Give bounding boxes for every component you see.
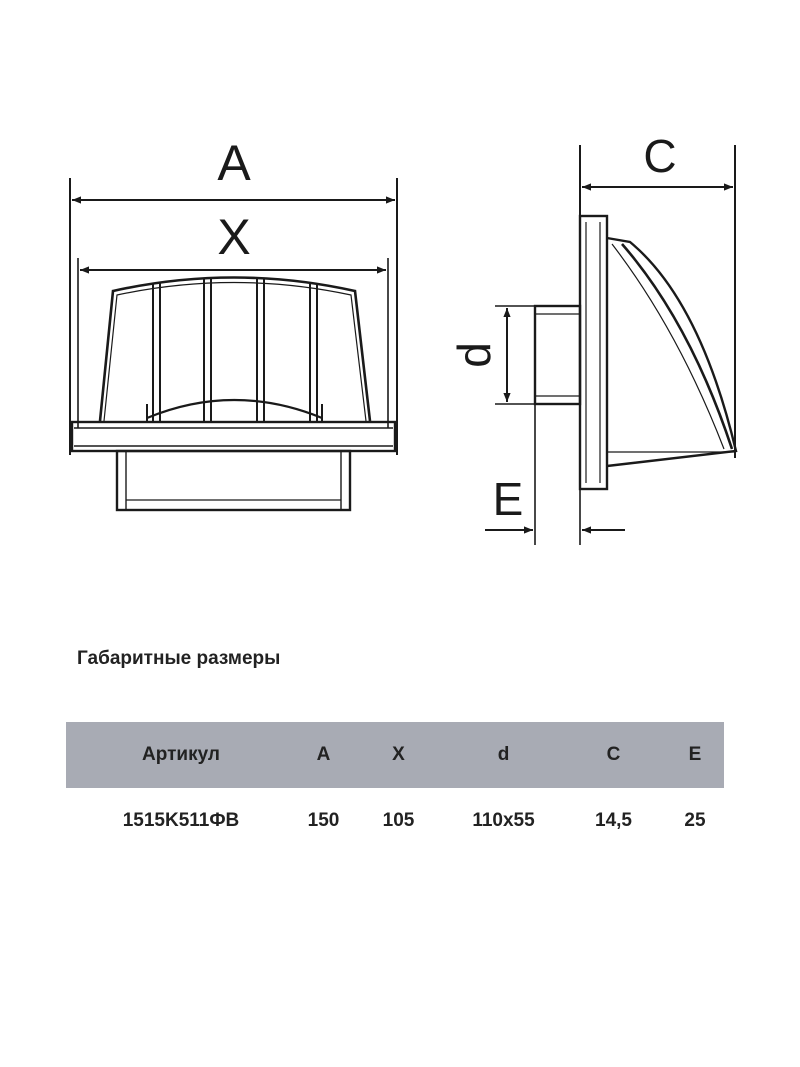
- side-spigot: [535, 306, 580, 404]
- cell-x: 105: [382, 810, 415, 831]
- dimension-label-d: d: [448, 342, 500, 368]
- cell-e: 25: [684, 810, 706, 831]
- column-header-e: E: [666, 722, 724, 788]
- cell-article: 1515K511ФB: [122, 810, 240, 831]
- front-spigot: [117, 451, 350, 510]
- column-header-c: C: [561, 722, 666, 788]
- dimensions-table: [66, 722, 724, 854]
- cell-a: 150: [307, 810, 340, 831]
- cell-d: 110x55: [472, 810, 535, 831]
- side-wall-plate: [580, 216, 607, 489]
- cell-c: 14,5: [595, 810, 632, 831]
- dimension-label-e: E: [492, 473, 524, 525]
- dimension-label-a: A: [217, 135, 251, 191]
- table-row: [66, 788, 724, 854]
- column-header-a: A: [296, 722, 351, 788]
- column-header-x: X: [351, 722, 446, 788]
- table-header-row: [66, 722, 724, 788]
- dimension-label-x: X: [217, 209, 251, 265]
- dimension-label-c: C: [643, 130, 677, 182]
- column-header-article: Артикул: [66, 722, 296, 788]
- section-title: Габаритные размеры: [77, 648, 281, 669]
- column-header-d: d: [446, 722, 561, 788]
